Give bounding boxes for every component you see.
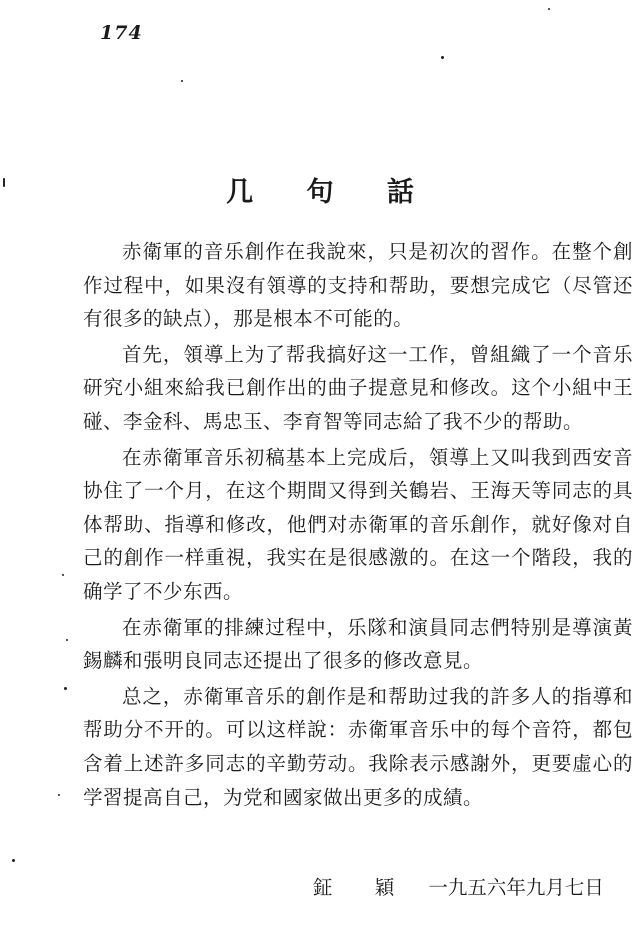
scan-speck bbox=[441, 56, 444, 59]
scan-speck bbox=[66, 639, 68, 641]
scan-speck bbox=[64, 687, 67, 690]
paragraph-3: 在赤衛軍音乐初稿基本上完成后，領導上又叫我到西安音协住了一个月，在这个期間又得到关鶴岩、王海天等同志的具体帮助、指導和修改，他們对赤衛軍的音乐創作，就好像对自己的創作一样重視，我实在是很感激的。在这一个階段，我的确学了不少东西。 bbox=[83, 445, 633, 603]
page-number: 174 bbox=[100, 22, 143, 44]
signature-line bbox=[313, 873, 604, 903]
paragraph-2: 首先，領導上为了帮我搞好这一工作，曾組織了一个音乐研究小組來給我已創作出的曲子提意見和修改。这个小組中王碰、李金科、馬忠玉、李育智等同志給了我不少的帮助。 bbox=[83, 342, 633, 433]
page-title: 几 句 話 bbox=[226, 177, 436, 208]
scan-speck bbox=[3, 178, 5, 187]
scan-speck bbox=[12, 859, 15, 862]
signature-name: 鉦 穎 bbox=[313, 876, 413, 899]
paragraph-5: 总之，赤衛軍音乐的創作是和帮助过我的許多人的指導和帮助分不开的。可以这样說：赤衛軍音乐中的每个音符，都包含着上述許多同志的辛勤劳动。我除表示感謝外，更要虛心的学習提高自己，为党和國家做出更多的成績。 bbox=[83, 684, 633, 809]
scan-speck bbox=[181, 80, 183, 82]
paragraph-1: 赤衛軍的音乐創作在我說來，只是初次的習作。在整个創作过程中，如果沒有領導的支持和帮助，要想完成它（尽管还有很多的缺点），那是根本不可能的。 bbox=[83, 240, 633, 331]
signature-date: 一九五六年九月七日 bbox=[428, 876, 604, 899]
body-text bbox=[83, 235, 633, 816]
scan-speck bbox=[548, 8, 550, 10]
paragraph-4: 在赤衛軍的排練过程中，乐隊和演員同志們特别是導演黃錫麟和張明良同志还提出了很多的修改意見。 bbox=[83, 615, 633, 673]
scan-speck bbox=[62, 574, 64, 576]
scan-speck bbox=[58, 794, 60, 796]
